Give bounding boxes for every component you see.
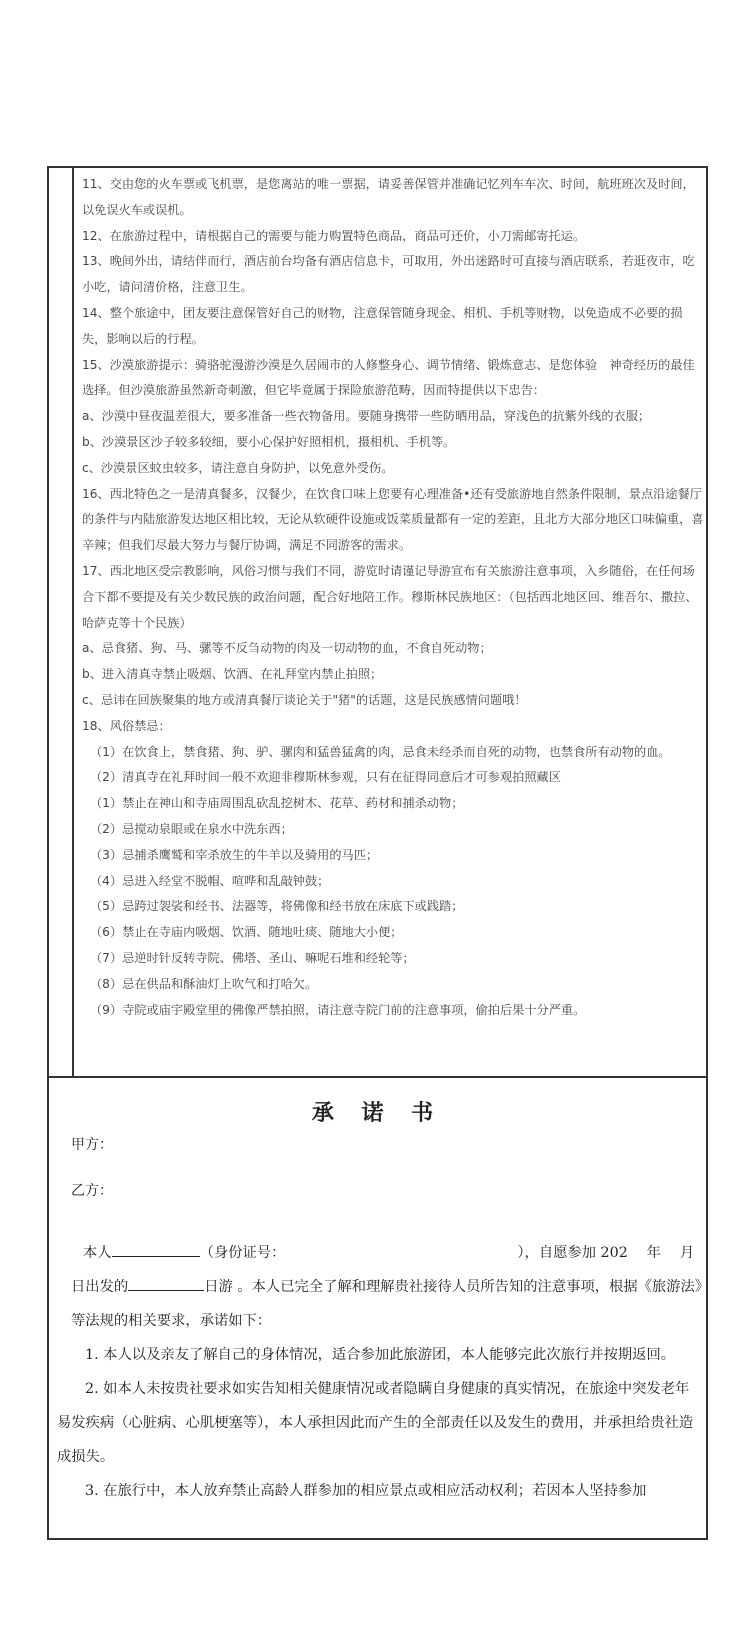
tip-paragraph: 17、西北地区受宗教影响，风俗习惯与我们不同，游览时请谨记导游宣布有关旅游注意事项，入乡随俗，在任何场合下都不要提及有关少数民族的政治问题，配合好地陪工作。穆斯林民族地区：（包括西北地区回、维吾尔、撒拉、哈萨克等十个民族） xyxy=(82,563,698,630)
text-segment: 本人 xyxy=(83,1245,112,1261)
tip-paragraph: （5）忌跨过袈裟和经书、法器等，将佛像和经书放在床底下或践踏； xyxy=(90,899,464,914)
tip-paragraph: （1）禁止在神山和寺庙周围乱砍乱挖树木、花草、药材和捕杀动物； xyxy=(90,796,464,811)
tip-paragraph: （9）寺院或庙宇殿堂里的佛像严禁拍照，请注意寺院门前的注意事项，偷拍后果十分严重。 xyxy=(90,1002,586,1017)
pledge-item: 1. 本人以及亲友了解自己的身体情况，适合参加此旅游团，本人能够完此次旅行并按期返回。 xyxy=(85,1347,676,1363)
tip-paragraph: 12、在旅游过程中，请根据自己的需要与能力购置特色商品，商品可还价，小刀需邮寄托运。 xyxy=(82,228,586,243)
text-segment: （身份证号： xyxy=(199,1245,286,1261)
document-frame xyxy=(47,166,708,1540)
trip-blank[interactable] xyxy=(128,1273,204,1291)
tip-paragraph: （3）忌捕杀鹰鹫和宰杀放生的牛羊以及骑用的马匹； xyxy=(90,847,379,862)
tip-paragraph: b、沙漠景区沙子较多较细，要小心保护好照相机，摄相机、手机等。 xyxy=(82,434,456,449)
tip-paragraph: （4）忌进入经堂不脱帽、喧哗和乱敲钟鼓； xyxy=(90,873,330,888)
tip-paragraph: 18、风俗禁忌： xyxy=(82,718,171,733)
pledge-item: 2. 如本人未按贵社要求如实告知相关健康情况或者隐瞒自身健康的真实情况，在旅途中突发老年易发疾病（心脏病、心肌梗塞等），本人承担因此而产生的全部责任以及发生的费用，并承担给贵社造成损失。 xyxy=(57,1381,694,1465)
tip-paragraph: （2）清真寺在礼拜时间一般不欢迎非穆斯林参观，只有在征得同意后才可参观拍照藏区 xyxy=(90,770,561,785)
travel-tips-list xyxy=(82,172,706,1023)
party-b-label: 乙方： xyxy=(71,1183,113,1199)
tip-paragraph: （7）忌逆时针反转寺院、佛塔、圣山、嘛呢石堆和经轮等； xyxy=(90,950,415,965)
left-margin-column xyxy=(49,168,74,1076)
tip-paragraph: c、忌讳在回族聚集的地方或清真餐厅谈论关于"猪"的话题，这是民族感情问题哦！ xyxy=(82,692,527,707)
tip-paragraph: 11、交由您的火车票或飞机票，是您离站的唯一票据，请妥善保管并准确记忆列车车次、时间，航班班次及时间，以免误火车或误机。 xyxy=(82,177,695,217)
tip-paragraph: （6）禁止在寺庙内吸烟、饮酒、随地吐痰、随地大小便； xyxy=(90,925,403,940)
text-segment: 日游 。本人已完全了解和理解贵社接待人员所告知的注意事项，根据《旅游法》等法规的相关要求，承诺如下： xyxy=(71,1279,702,1329)
pledge-section xyxy=(49,1078,706,1538)
tip-paragraph: a、忌食猪、狗、马、骡等不反刍动物的肉及一切动物的血，不食自死动物； xyxy=(82,641,492,656)
pledge-line-2 xyxy=(57,1270,702,1338)
pledge-item: 3. 在旅行中，本人放弃禁止高龄人群参加的相应景点或相应活动权利；若因本人坚持参加 xyxy=(85,1483,647,1499)
tip-paragraph: 14、整个旅途中，团友要注意保管好自己的财物，注意保管随身现金、相机、手机等财物，以免造成不必要的损失，影响以后的行程。 xyxy=(82,305,683,346)
pledge-body xyxy=(57,1236,702,1508)
tip-paragraph: b、进入清真寺禁止吸烟、饮酒、在礼拜堂内禁止拍照； xyxy=(82,667,383,682)
tip-paragraph: 16、西北特色之一是清真餐多，汉餐少，在饮食口味上您要有心理准备•还有受旅游地自然条件限制，景点沿途餐厅的条件与内陆旅游发达地区相比较，无论从软硬件设施或饭菜质量都有一定的差距，且北方大部分地区口味偏重，喜辛辣；但我们尽最大努力与餐厅协调，满足不同游客的需求。 xyxy=(82,486,704,553)
tip-paragraph: （2）忌搅动泉眼或在泉水中洗东西； xyxy=(90,821,293,836)
tip-paragraph: c、沙漠景区蚊虫较多，请注意自身防护，以免意外受伤。 xyxy=(82,460,394,475)
tip-paragraph: （1）在饮食上，禁食猪、狗、驴、骡肉和猛兽猛禽的肉，忌食未经杀而自死的动物，也禁食所有动物的血。 xyxy=(90,744,671,759)
tip-paragraph: 13、晚间外出，请结伴而行，酒店前台均备有酒店信息卡，可取用，外出迷路时可直接与酒店联系，若逛夜市，吃小吃，请问清价格，注意卫生。 xyxy=(82,254,695,295)
tip-paragraph: a、沙漠中昼夜温差很大，要多准备一些衣物备用。要随身携带一些防晒用品，穿浅色的抗紫外线的衣服； xyxy=(82,409,651,424)
tip-paragraph: （8）忌在供品和酥油灯上吹气和打哈欠。 xyxy=(90,976,318,991)
name-blank[interactable] xyxy=(112,1239,200,1257)
party-a-label: 甲方： xyxy=(71,1137,113,1153)
pledge-line-1 xyxy=(57,1236,702,1270)
text-segment: 日出发的 xyxy=(71,1279,129,1295)
text-segment: ），自愿参加 202 年 月 xyxy=(517,1245,695,1261)
pledge-title: 承 诺 书 xyxy=(311,1100,444,1126)
tip-paragraph: 15、沙漠旅游提示：骑骆驼漫游沙漠是久居闹市的人修整身心、调节情绪、锻炼意志、是您体验 神奇经历的最佳选择。但沙漠旅游虽然新奇刺激，但它毕竟属于探险旅游范畴，因而特提供以下忠告： xyxy=(82,357,695,398)
